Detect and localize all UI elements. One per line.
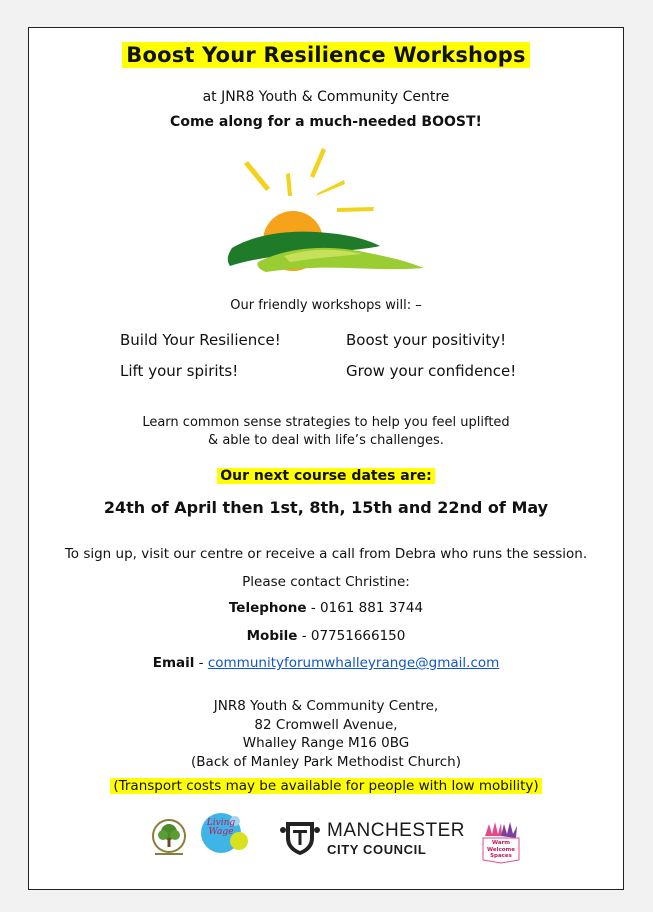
council-logo-text xyxy=(327,821,465,856)
tagline: Come along for a much-needed BOOST! xyxy=(170,114,482,130)
address-line-1: JNR8 Youth & Community Centre, xyxy=(213,698,439,714)
living-wage-word-1: Living xyxy=(206,818,236,828)
warm-spaces-word-1: Warm xyxy=(491,840,511,846)
email-link[interactable]: communityforumwhalleyrange@gmail.com xyxy=(207,655,500,671)
dates-heading-block xyxy=(29,468,623,484)
address-block xyxy=(29,697,623,771)
subtitle: at JNR8 Youth & Community Centre xyxy=(202,89,450,105)
council-name-line-1: MANCHESTER xyxy=(327,820,466,841)
transport-note: (Transport costs may be available for people with low mobility) xyxy=(110,778,541,794)
warm-spaces-word-2: Welcome xyxy=(487,846,515,853)
dates-heading: Our next course dates are: xyxy=(217,468,435,484)
telephone-number[interactable]: - 0161 881 3744 xyxy=(306,600,424,616)
email-label: Email xyxy=(152,655,195,671)
email-line xyxy=(29,655,623,671)
sun-rays-icon xyxy=(244,148,374,212)
signup-text: To sign up, visit our centre or receive a call from Debra who runs the session. xyxy=(64,546,588,562)
mobile-label: Mobile xyxy=(246,628,298,644)
transport-block xyxy=(29,778,623,794)
mobile-number[interactable]: - 07751666150 xyxy=(297,628,406,644)
warm-spaces-word-3: Spaces xyxy=(490,853,512,859)
tree-logo-icon xyxy=(149,818,189,858)
flyer-page xyxy=(28,27,624,890)
feature-grow-confidence: Grow your confidence! xyxy=(346,362,517,380)
strategies-text xyxy=(29,414,623,450)
address-line-2: 82 Cromwell Avenue, xyxy=(254,716,398,733)
warm-welcome-spaces-logo xyxy=(479,818,523,864)
living-wage-logo xyxy=(199,811,249,855)
warm-spaces-text xyxy=(483,840,519,860)
email-separator: - xyxy=(194,655,208,671)
contact-intro: Please contact Christine: xyxy=(242,574,410,590)
council-name-line-2: CITY COUNCIL xyxy=(327,842,427,857)
sunrise-illustration xyxy=(224,144,434,276)
feature-lift-spirits: Lift your spirits! xyxy=(120,362,239,380)
intro-text: Our friendly workshops will: – xyxy=(230,298,422,313)
mobile-line xyxy=(29,628,623,644)
course-dates: 24th of April then 1st, 8th, 15th and 22nd of May xyxy=(103,498,549,517)
feature-build-resilience: Build Your Resilience! xyxy=(120,331,281,349)
title-block xyxy=(29,42,623,68)
telephone-line xyxy=(29,600,623,616)
living-wage-word-2: Wage xyxy=(208,827,234,837)
page-title: Boost Your Resilience Workshops xyxy=(122,42,530,68)
address-line-3: Whalley Range M16 0BG xyxy=(242,735,410,751)
strategies-line-1: Learn common sense strategies to help you feel uplifted xyxy=(142,415,510,430)
telephone-label: Telephone xyxy=(228,600,307,616)
living-wage-text xyxy=(206,819,236,837)
address-line-4: (Back of Manley Park Methodist Church) xyxy=(191,753,461,770)
strategies-line-2: & able to deal with life’s challenges. xyxy=(208,433,444,448)
feature-boost-positivity: Boost your positivity! xyxy=(346,331,507,349)
council-crest-icon xyxy=(280,818,320,856)
